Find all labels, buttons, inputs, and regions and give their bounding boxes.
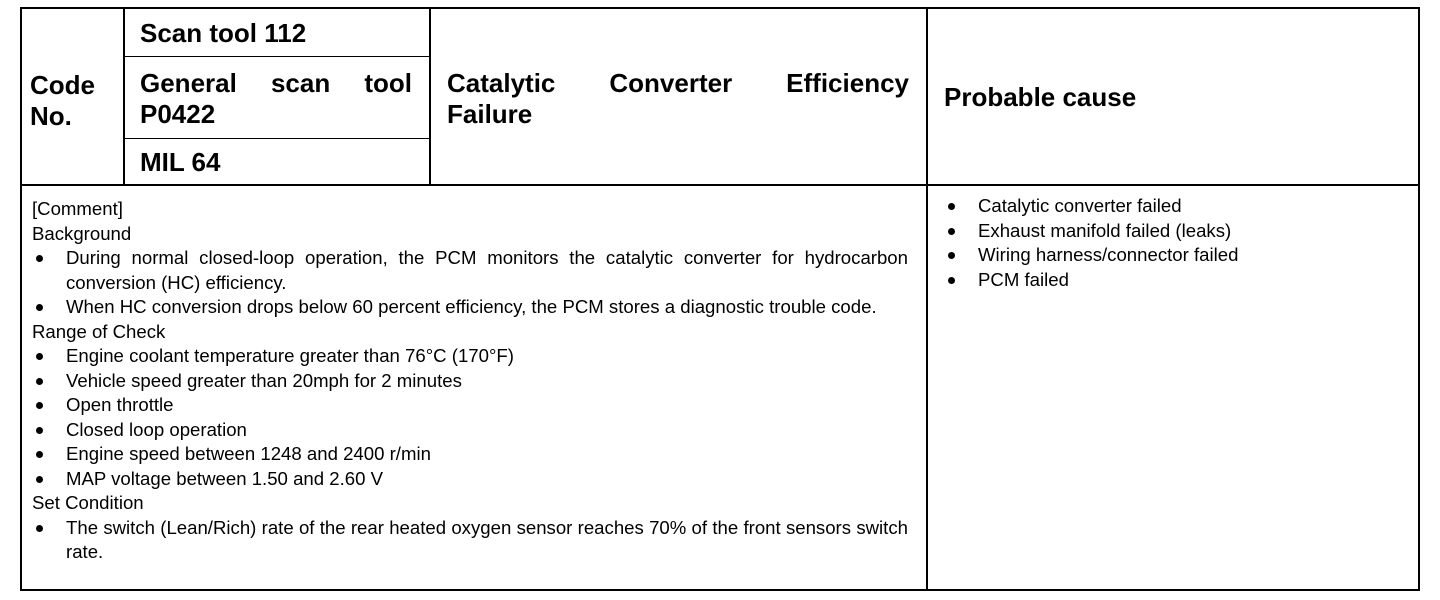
probable-cause-header: Probable cause (944, 82, 1137, 112)
divider-cause-col (926, 8, 928, 590)
probable-cause-item: Wiring harness/connector failed (944, 243, 1384, 268)
scan-tool-code: Scan tool 112 (140, 18, 307, 48)
range-item: Engine coolant temperature greater than 76°C (170°F) (32, 344, 908, 369)
code-no-header (30, 70, 95, 132)
probable-cause-item: Exhaust manifold failed (leaks) (944, 219, 1384, 244)
background-item: During normal closed-loop operation, the PCM monitors the catalytic converter for hydrocarbon conversion (HC) efficiency. (32, 246, 908, 295)
probable-cause-list (944, 194, 1384, 292)
probable-cause-item: Catalytic converter failed (944, 194, 1384, 219)
mil-code: MIL 64 (140, 147, 221, 177)
divider-scan-col (429, 8, 431, 186)
divider-scan-row-1 (124, 56, 430, 57)
general-scan-tool-label: General scan tool (140, 68, 412, 98)
divider-scan-row-2 (124, 138, 430, 139)
comment-heading: [Comment] (32, 198, 123, 219)
code-label-line-1: Code (30, 70, 95, 100)
range-item: Vehicle speed greater than 20mph for 2 minutes (32, 369, 908, 394)
dtc-title (447, 68, 909, 130)
range-heading: Range of Check (32, 320, 166, 342)
comment-section (32, 197, 908, 565)
background-heading: Background (32, 222, 132, 244)
divider-code-col (123, 8, 125, 186)
general-scan-tool-code (140, 68, 412, 130)
code-label-line-2: No. (30, 101, 72, 131)
set-condition-item: The switch (Lean/Rich) rate of the rear heated oxygen sensor reaches 70% of the front sensors switch rate. (32, 516, 908, 565)
range-item: Engine speed between 1248 and 2400 r/min (32, 442, 908, 467)
probable-cause-item: PCM failed (944, 268, 1384, 293)
set-condition-heading: Set Condition (32, 492, 144, 513)
background-item: When HC conversion drops below 60 percent efficiency, the PCM stores a diagnostic trouble code. (32, 295, 908, 320)
dtc-title-line-2: Failure (447, 99, 533, 129)
general-scan-tool-value: P0422 (140, 99, 216, 129)
divider-header-body (21, 184, 1419, 186)
dtc-title-line-1: Catalytic Converter Efficiency (447, 68, 909, 98)
range-item: Open throttle (32, 393, 908, 418)
range-item: Closed loop operation (32, 418, 908, 443)
range-item: MAP voltage between 1.50 and 2.60 V (32, 467, 908, 492)
